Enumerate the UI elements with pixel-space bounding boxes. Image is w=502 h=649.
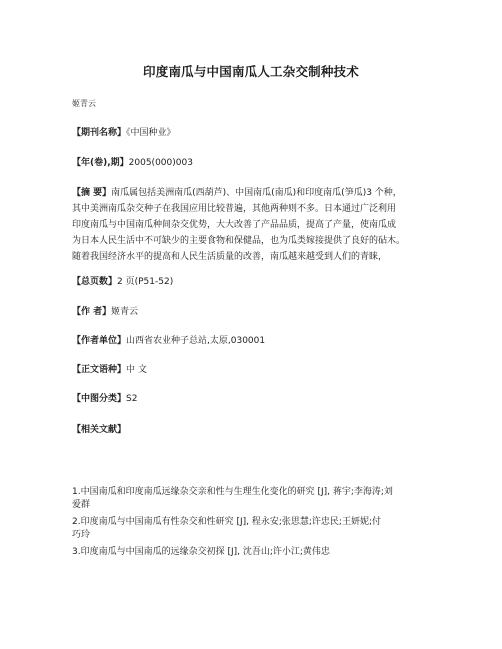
reference-line: 1.中国南瓜和印度南瓜远缘杂交亲和性与生理生化变化的研究 [J], 蒋宇;李海涛;刘	[72, 487, 393, 497]
affiliation-value: 山西省农业种子总站,太原,030001	[126, 336, 266, 346]
reference-line: 巧玲	[72, 530, 91, 540]
abstract-line: 【摘 要】南瓜属包括美洲南瓜(西葫芦)、中国南瓜(南瓜)和印度南瓜(笋瓜)3 个种，	[72, 188, 402, 198]
related-label: 【相关文献】	[72, 425, 127, 435]
abstract-line: 印度南瓜与中国南瓜种间杂交优势，大大改善了产品品质，提高了产量，使南瓜成	[72, 220, 397, 230]
reference-item[interactable]	[72, 516, 442, 542]
abstract-label: 【摘 要】	[72, 188, 112, 198]
abstract-line: 为日本人民生活中不可缺少的主要食物和保健品，也为瓜类嫁接提供了良好的砧木。	[72, 236, 406, 246]
reference-line: 2.印度南瓜与中国南瓜有性杂交和性研究 [J], 程永安;张思慧;许忠民;王妍妮;付	[72, 517, 381, 527]
reference-item[interactable]	[72, 546, 442, 559]
author-label: 【作 者】	[72, 307, 112, 317]
abstract-block	[72, 185, 442, 265]
pages-value: 2 页(P51-52)	[117, 277, 174, 287]
abstract-line: 随着我国经济水平的提高和人民生活质量的改善，南瓜越来越受到人们的青睐，	[72, 252, 388, 262]
journal-value: 《中国种业》	[126, 128, 176, 138]
related-literature-heading	[72, 424, 442, 436]
year-issue-field	[72, 157, 442, 169]
classification-label: 【中图分类】	[72, 394, 127, 404]
references-list	[72, 486, 442, 563]
journal-label: 【期刊名称】	[72, 128, 127, 138]
affiliation-field	[72, 335, 442, 347]
author-value: 姬青云	[111, 307, 139, 317]
language-value: 中 文	[126, 365, 147, 375]
reference-line: 爱群	[72, 500, 91, 510]
pages-field	[72, 276, 442, 288]
language-field	[72, 364, 442, 376]
classification-value: S2	[126, 394, 138, 404]
year-issue-value: 2005(000)003	[128, 158, 193, 168]
pages-label: 【总页数】	[72, 277, 118, 287]
reference-item[interactable]	[72, 486, 442, 512]
classification-field	[72, 393, 442, 405]
affiliation-label: 【作者单位】	[72, 336, 127, 346]
journal-field	[72, 127, 442, 139]
document-title: 印度南瓜与中国南瓜人工杂交制种技术	[143, 64, 359, 79]
language-label: 【正文语种】	[72, 365, 127, 375]
author-field	[72, 306, 442, 318]
year-issue-label: 【年(卷),期】	[72, 158, 129, 168]
reference-line: 3.印度南瓜与中国南瓜的远缘杂交初探 [J], 沈吾山;许小江;黄伟忠	[72, 547, 330, 557]
author-byline: 姬青云	[72, 99, 96, 108]
abstract-line: 其中美洲南瓜杂交种子在我国应用比较普遍，其他两种则不多。日本通过广泛利用	[72, 204, 397, 214]
